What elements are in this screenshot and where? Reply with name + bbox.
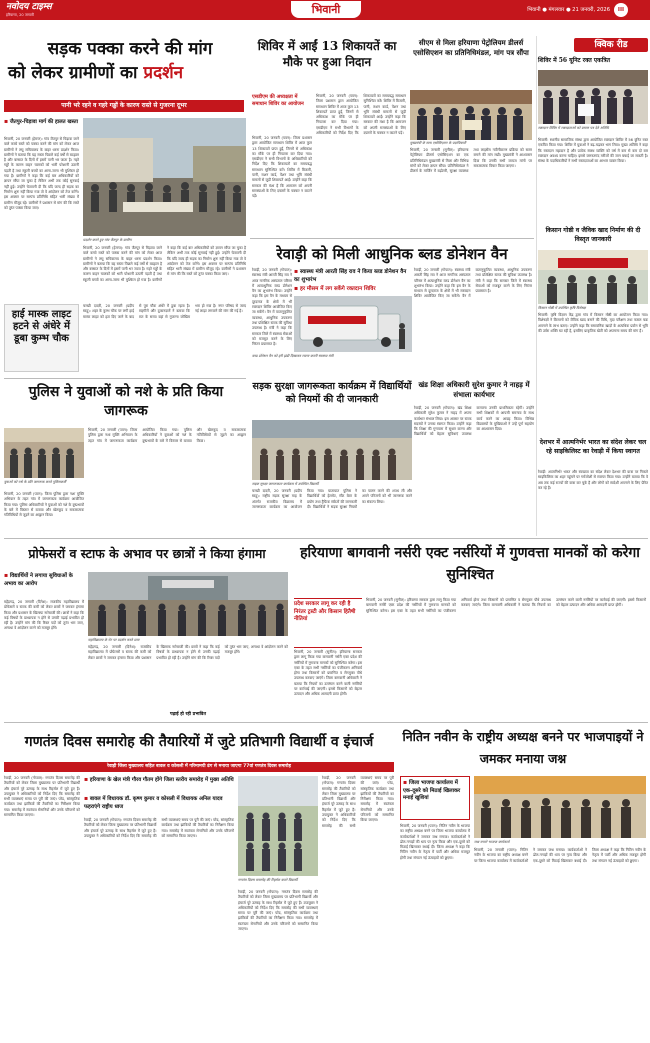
safety-photo <box>252 420 412 480</box>
republic-body-col1: रेवाड़ी, 20 जनवरी (गोपाल): गणतंत्र दिवस समारोह की तैयारियों को लेकर जिला मुख्यालय पर प्रतिभागी विद्यार्थी और इंचार्ज पूरे उत्साह के साथ रिहर्सल में जुटे हुए हैं। उपायुक्त ने अधिकारियों को निर्देश दिए कि समारोह की सभी व्यवस्थाएं समय पर पूरी की जाएं। परेड, सांस्कृतिक कार्यक्रम तथा झांकियों की तैयारियों का निरीक्षण किया गया। समारोह में स्वतंत्रता सेनानियों और उनके परिजनों को सम्मानित किया जाएगा। <box>4 776 80 818</box>
bloodvan-bullet1-text: स्वास्थ्य मंत्री आरती सिंह राव ने किया ब्लड डोनेशन वैन का शुभारंभ <box>294 269 407 283</box>
delegation-photo <box>410 90 532 140</box>
quickread-item1-art <box>538 70 648 124</box>
camp-body-col1: भिवानी, 20 जनवरी (पवन): जिला प्रशासन द्वारा आयोजित समाधान शिविर में आज कुल 13 शिकायतें प्राप्त हुईं, जिनमें से अधिकांश का मौके पर ही निपटारा कर दिया गया। एसडीएम ने सभी विभागों के अधिकारियों को निर्देश दिए कि शिकायतों का समयबद्ध समाधान सुनिश्चित करें। शिविर में बिजली, पानी, राशन कार्ड, पेंशन तथा भूमि संबंधी मामलों से जुड़ी शिकायतें आईं। उन्होंने कहा कि सरकार की मंशा है कि आमजन को अपनी समस्याओं के लिए दफ्तरों के चक्कर न काटने पड़ें। <box>252 136 312 199</box>
bloodvan-body-col1: रेवाड़ी, 20 जनवरी (गोपाल): स्वास्थ्य मंत्री आरती सिंह राव ने आज नागरिक अस्पताल परिसर में अत्याधुनिक ब्लड डोनेशन वैन का शुभारंभ किया। उन्होंने कहा कि इस वैन के माध्यम से दूरदराज के क्षेत्रों में भी रक्तदान शिविर आयोजित किए जा सकेंगे। वैन में वातानुकूलित व्यवस्था, आधुनिक उपकरण तथा प्रशिक्षित स्टाफ की सुविधा उपलब्ध है। मंत्री ने कहा कि सरकार जिले में स्वास्थ्य सेवाओं को मजबूत करने के लिए निरंतर प्रयासरत है। <box>252 268 292 347</box>
road-strap: पानी भरे रहने व गहरे गड्ढों के कारण रास्ते से गुजरना दूभर <box>4 100 244 112</box>
professors-subhead <box>4 572 84 598</box>
quickread-item2-art <box>538 250 648 304</box>
bullet-marker: ▪ <box>4 118 9 125</box>
bloodvan-bullet2-text: हर मौसम में लग सकेंगे रक्तदान शिविर <box>299 286 376 292</box>
professors-footer: पढ़ाई हो रही प्रभावित <box>170 712 206 717</box>
road-body-col1: भिवानी, 20 जनवरी (हेमन्त): गांव जैतपुर से चिड़ावा जाने वाले कच्चे रास्ते को पक्का करने की मांग को लेकर आज ग्रामीणों ने लघु सचिवालय के बाहर धरना प्रदर्शन किया। ग्रामीणों ने बताया कि यह रास्ता पिछले कई वर्षों से बदहाल है और बरसात के दिनों में इसमें पानी भर जाता है। गहरे गड्ढों के कारण वाहन चालकों को भारी परेशानी उठानी पड़ती है तथा स्कूली बच्चों का आना-जाना भी मुश्किल हो गया है। ग्रामीणों ने कहा कि कई बार अधिकारियों को ज्ञापन सौंपा जा चुका है लेकिन अभी तक कोई सुनवाई नहीं हुई। उन्होंने चेतावनी दी कि यदि जल्द ही सड़क का निर्माण शुरू नहीं किया गया तो वे आंदोलन को तेज करेंगे। इस अवसर पर सरपंच प्रतिनिधि सहित भारी संख्या में ग्रामीण मौजूद रहे। ग्रामीणों ने प्रशासन से मांग की कि रास्ते को तुरंत पक्का किया जाए। <box>4 137 79 210</box>
mask-headline: हाई मास्क लाइट हटने से अंधेरे में डूबा कुम्भ चौक <box>11 309 72 344</box>
deo-headline: खंड शिक्षा अधिकारी सुरेश कुमार ने नाहड़ में संभाला कार्यभार <box>418 380 530 399</box>
section-tab: भिवानी <box>290 1 362 19</box>
police-photo-art <box>4 428 84 478</box>
quickread-item2-photo <box>538 250 648 304</box>
nursery-body-col1: भिवानी, 20 जनवरी (सुनील): हरियाणा सरकार द्वारा लागू किया गया बागवानी नर्सरी एक्ट प्रदेश की नर्सरियों में गुणवत्ता मानकों को सुनिश्चित करेगा। इस एक्ट के तहत सभी नर्सरियों का पंजीकरण अनिवार्य होगा तथा किसानों को प्रमाणित व रोगमुक्त पौधे उपलब्ध करवाए जाएंगे। जिला बागवानी अधिकारी ने बताया कि नियमों का उल्लंघन करने वाली नर्सरियों पर कार्रवाई की जाएगी। इससे किसानों को बेहतर उत्पादन और अधिक आमदनी प्राप्त होगी। <box>294 650 362 697</box>
road-photo-caption: प्रदर्शन करते हुए गांव जैतपुर के ग्रामीण <box>83 238 132 242</box>
professors-photo <box>88 572 288 636</box>
bullet-marker: ▪ <box>294 285 299 292</box>
republic-bullet2-text: बावल में विधायक डॉ. कृष्ण कुमार व कोसली में विधायक अनिल यादव फहराएंगे राष्ट्रीय ध्वज <box>84 796 223 810</box>
republic-bullet2 <box>84 795 234 815</box>
bloodvan-photo-caption: ब्लड डोनेशन वैन को हरी झंडी दिखाकर रवाना करती स्वास्थ्य मंत्री <box>252 354 334 358</box>
road-headline-highlight: प्रदर्शन <box>143 63 184 83</box>
republic-bullet1-text: हरियाणा के खेल मंत्री गौरव गौतम होंगे जिला स्तरीय समारोह में मुख्य अतिथि <box>89 777 234 783</box>
nitin-body-col2: भिवानी, 20 जनवरी (पवन): नितिन नवीन के भाजपा का राष्ट्रीय अध्यक्ष बनने पर जिला भाजपा कार्यालय में कार्यकर्ताओं ने जमकर जश्न मनाया। कार्यकर्ताओं ने ढोल-नगाड़ों की थाप पर नृत्य किया और एक-दूसरे को मिठाई खिलाकर बधाई दी। जिला अध्यक्ष ने कहा कि नितिन नवीन के नेतृत्व में पार्टी और अधिक मजबूत होगी तथा संगठन नई ऊंचाइयों को छुएगा। <box>474 848 646 863</box>
divider-center-top <box>250 238 534 239</box>
quickread-item1-body: भिवानी: स्थानीय सामाजिक संस्था द्वारा आयोजित रक्तदान शिविर में 56 यूनिट रक्त एकत्रित किया गया। शिविर में युवाओं ने बढ़-चढ़कर भाग लिया। मुख्य अतिथि ने कहा कि रक्तदान महादान है और प्रत्येक स्वस्थ व्यक्ति को वर्ष में कम से कम दो बार रक्तदान अवश्य करना चाहिए। इससे जरूरतमंद मरीजों की जान बचाई जा सकती है। संस्था के पदाधिकारियों ने सभी रक्तदाताओं का आभार व्यक्त किया। <box>538 138 648 164</box>
road-subhead <box>4 118 79 136</box>
police-body: भिवानी, 20 जनवरी (पवन): जिला पुलिस द्वारा नशा मुक्ति अभियान के तहत गांव में जागरूकता कार्यक्रम आयोजित किया गया। पुलिस अधिकारियों ने युवाओं को नशे के दुष्प्रभावों के बारे में विस्तार से बताया और खेलकूद व सकारात्मक गतिविधियों से जुड़ने का आह्वान किया। <box>88 428 246 443</box>
delegation-photo-caption: मुख्यमंत्री के साथ एसोसिएशन के पदाधिकारी <box>410 141 467 145</box>
quickread-item1-photo <box>538 70 648 124</box>
nitin-photo <box>474 776 646 838</box>
quickread-item2-body: भिवानी: कृषि विज्ञान केंद्र द्वारा गांव में किसान गोष्ठी का आयोजन किया गया। विशेषज्ञों ने किसानों को जैविक खाद बनाने की विधि, मृदा परीक्षण तथा फसल चक्र अपनाने के लाभ बताए। उन्होंने कहा कि रासायनिक खादों के अत्यधिक प्रयोग से भूमि की उर्वरा शक्ति घट रही है, इसलिए प्राकृतिक खेती को अपनाना समय की मांग है। <box>538 313 648 333</box>
police-photo-caption: युवाओं को नशे के प्रति जागरूक करते पुलिसकर्मी <box>4 480 67 484</box>
nursery-body-col2: भिवानी, 20 जनवरी (सुनील): हरियाणा सरकार द्वारा लागू किया गया बागवानी नर्सरी एक्ट प्रदेश की नर्सरियों में गुणवत्ता मानकों को सुनिश्चित करेगा। इस एक्ट के तहत सभी नर्सरियों का पंजीकरण अनिवार्य होगा तथा किसानों को प्रमाणित व रोगमुक्त पौधे उपलब्ध करवाए जाएंगे। जिला बागवानी अधिकारी ने बताया कि नियमों का उल्लंघन करने वाली नर्सरियों पर कार्रवाई की जाएगी। इससे किसानों को बेहतर उत्पादन और अधिक आमदनी प्राप्त होगी। <box>366 598 646 613</box>
road-headline-line2 <box>8 64 244 88</box>
quickread-item3-headline: देशभर में आत्मनिर्भर भारत का संदेश लेकर चल रहे साइकिलिस्ट का रेवाड़ी में किया स्वागत <box>539 439 647 455</box>
safety-photo-art <box>252 420 412 480</box>
road-body-col2: भिवानी, 20 जनवरी (हेमन्त): गांव जैतपुर से चिड़ावा जाने वाले कच्चे रास्ते को पक्का करने की मांग को लेकर आज ग्रामीणों ने लघु सचिवालय के बाहर धरना प्रदर्शन किया। ग्रामीणों ने बताया कि यह रास्ता पिछले कई वर्षों से बदहाल है और बरसात के दिनों में इसमें पानी भर जाता है। गहरे गड्ढों के कारण वाहन चालकों को भारी परेशानी उठानी पड़ती है तथा स्कूली बच्चों का आना-जाना भी मुश्किल हो गया है। ग्रामीणों ने कहा कि कई बार अधिकारियों को ज्ञापन सौंपा जा चुका है लेकिन अभी तक कोई सुनवाई नहीं हुई। उन्होंने चेतावनी दी कि यदि जल्द ही सड़क का निर्माण शुरू नहीं किया गया तो वे आंदोलन को तेज करेंगे। इस अवसर पर सरपंच प्रतिनिधि सहित भारी संख्या में ग्रामीण मौजूद रहे। ग्रामीणों ने प्रशासन से मांग की कि रास्ते को तुरंत पक्का किया जाए। <box>83 246 246 282</box>
professors-body-col1: महेंद्रगढ़, 20 जनवरी (दिनेश): राजकीय महाविद्यालय में प्रोफेसरों व स्टाफ की कमी को लेकर छात्रों ने जमकर हंगामा किया और प्रशासन के खिलाफ नारेबाजी की। छात्रों ने कहा कि कई विषयों के प्राध्यापक न होने से उनकी पढ़ाई प्रभावित हो रही है। उन्होंने मांग की कि रिक्त पदों को तुरंत भरा जाए, अन्यथा वे आंदोलन करने को मजबूर होंगे। <box>4 600 84 631</box>
nitin-bullet <box>400 776 470 820</box>
police-photo <box>4 428 84 478</box>
police-body-left: भिवानी, 20 जनवरी (पवन): जिला पुलिस द्वारा नशा मुक्ति अभियान के तहत गांव में जागरूकता कार्यक्रम आयोजित किया गया। पुलिस अधिकारियों ने युवाओं को नशे के दुष्प्रभावों के बारे में विस्तार से बताया और खेलकूद व सकारात्मक गतिविधियों से जुड़ने का आह्वान किया। <box>4 492 84 518</box>
road-headline-line1: सड़क पक्का करने की मांग <box>47 39 213 59</box>
police-headline: पुलिस ने युवाओं को नशे के प्रति किया जागरूक <box>28 384 224 419</box>
nitin-photo-art <box>474 776 646 838</box>
delegation-photo-art <box>410 90 532 140</box>
camp-headline: शिविर में आईं 13 शिकायतें का मौके पर हुआ निदान <box>257 39 397 69</box>
professors-subhead-text: विद्यार्थियों ने लगाया सुविधाओं के अभाव का आरोप <box>4 573 73 587</box>
mask-headline-box <box>4 304 79 372</box>
professors-photo-art <box>88 572 288 636</box>
quickread-item3-body: रेवाड़ी: आत्मनिर्भर भारत और स्वच्छता का संदेश लेकर देशभर की यात्रा पर निकले साइकिलिस्ट का शहर पहुंचने पर गर्मजोशी से स्वागत किया गया। उन्होंने बताया कि वे अब तक कई राज्यों की यात्रा कर चुके हैं और लोगों को स्वदेशी अपनाने के लिए प्रेरित कर रहे हैं। <box>538 470 648 490</box>
republic-body-col3: रेवाड़ी, 20 जनवरी (गोपाल): गणतंत्र दिवस समारोह की तैयारियों को लेकर जिला मुख्यालय पर प्रतिभागी विद्यार्थी और इंचार्ज पूरे उत्साह के साथ रिहर्सल में जुटे हुए हैं। उपायुक्त ने अधिकारियों को निर्देश दिए कि समारोह की सभी व्यवस्थाएं समय पर पूरी की जाएं। परेड, सांस्कृतिक कार्यक्रम तथा झांकियों की तैयारियों का निरीक्षण किया गया। समारोह में स्वतंत्रता सेनानियों और उनके परिजनों को सम्मानित किया जाएगा। <box>322 776 394 828</box>
bullet-marker: ▪ <box>4 572 9 579</box>
bloodvan-headline: रेवाड़ी को मिली आधुनिक ब्लड डोनेशन वैन <box>276 245 508 263</box>
republic-headline: गणतंत्र दिवस समारोह की तैयारियों में जुटे प्रतिभागी विद्यार्थी व इंचार्ज <box>24 734 374 750</box>
nitin-photo-caption: जश्न मनाते भाजपा कार्यकर्ता <box>474 840 510 844</box>
bloodvan-bullet2 <box>294 285 410 294</box>
divider-mid <box>4 538 648 539</box>
nitin-body-col1: भिवानी, 20 जनवरी (पवन): नितिन नवीन के भाजपा का राष्ट्रीय अध्यक्ष बनने पर जिला भाजपा कार्यालय में कार्यकर्ताओं ने जमकर जश्न मनाया। कार्यकर्ताओं ने ढोल-नगाड़ों की थाप पर नृत्य किया और एक-दूसरे को मिठाई खिलाकर बधाई दी। जिला अध्यक्ष ने कहा कि नितिन नवीन के नेतृत्व में पार्टी और अधिक मजबूत होगी तथा संगठन नई ऊंचाइयों को छुएगा। <box>400 824 470 860</box>
safety-body: चरखी दादरी, 20 जनवरी (प्रदीप साहू): राष्ट्रीय सड़क सुरक्षा माह के अंतर्गत राजकीय विद्यालय में जागरूकता कार्यक्रम का आयोजन किया गया। यातायात पुलिस ने विद्यार्थियों को हेलमेट, सीट बेल्ट के प्रयोग तथा ट्रैफिक संकेतों की जानकारी दी। विद्यार्थियों ने सड़क सुरक्षा नियमों का पालन करने की शपथ ली और अपने परिजनों को भी जागरूक करने का संकल्प लिया। <box>252 489 412 509</box>
quickread-item2-caption: किसान गोष्ठी में उपस्थित कृषि विशेषज्ञ <box>538 306 586 310</box>
bloodvan-photo <box>294 296 412 352</box>
quickread-title: क्विक रीड <box>574 38 648 52</box>
delegation-body: भिवानी, 20 जनवरी (सुनील): हरियाणा पेट्रोलियम डीलर्स एसोसिएशन का एक प्रतिनिधिमंडल मुख्यमंत्री से मिला और विभिन्न मांगों को लेकर ज्ञापन सौंपा। प्रतिनिधिमंडल ने डीलर्स के मार्जिन में बढ़ोतरी, सुरक्षा व्यवस्था तथा लाइसेंस नवीनीकरण प्रक्रिया को सरल बनाने की मांग रखी। मुख्यमंत्री ने आश्वासन दिया कि उनकी सभी जायज मांगों पर सकारात्मक विचार किया जाएगा। <box>410 148 532 174</box>
professors-body-col2: महेंद्रगढ़, 20 जनवरी (दिनेश): राजकीय महाविद्यालय में प्रोफेसरों व स्टाफ की कमी को लेकर छात्रों ने जमकर हंगामा किया और प्रशासन के खिलाफ नारेबाजी की। छात्रों ने कहा कि कई विषयों के प्राध्यापक न होने से उनकी पढ़ाई प्रभावित हो रही है। उन्होंने मांग की कि रिक्त पदों को तुरंत भरा जाए, अन्यथा वे आंदोलन करने को मजबूर होंगे। <box>88 645 288 660</box>
republic-photo <box>238 776 318 876</box>
road-subhead-text: जैतपुर-चिड़ावा मार्ग की हालत खस्ता <box>9 119 78 125</box>
divider-left-mid <box>4 378 246 379</box>
masthead-brand-sub: हरियाणा, 20 जनवरी <box>6 13 34 17</box>
bullet-marker: ▪ <box>294 268 299 275</box>
deo-body: रेवाड़ी, 20 जनवरी (गोपाल): खंड शिक्षा अधिकारी सुरेश कुमार ने नाहड़ में अपना कार्यभार संभाल लिया। इस अवसर पर स्टाफ सदस्यों ने उनका स्वागत किया। उन्होंने कहा कि शिक्षा की गुणवत्ता में सुधार करना और विद्यार्थियों को बेहतर सुविधाएं उपलब्ध करवाना उनकी प्राथमिकता रहेगी। उन्होंने सभी शिक्षकों से आपसी समन्वय के साथ कार्य करने का आग्रह किया। विभिन्न विद्यालयों के मुखियाओं ने उन्हें पूर्ण सहयोग का आश्वासन दिया। <box>414 406 534 437</box>
camp-kicker: एसडीएम की अध्यक्षता में समाधान शिविर का आयोजन <box>252 94 304 107</box>
republic-strap: रेवाड़ी जिला मुख्यालय सहित बावल व कोसली में गरिमामयी ढंग से मनाया जाएगा 77वां गणतंत्र दिवस समारोह <box>4 762 394 772</box>
bullet-marker: ▪ <box>84 776 89 783</box>
road-headline-part: को लेकर ग्रामीणों का <box>8 63 144 83</box>
safety-photo-caption: सड़क सुरक्षा जागरूकता कार्यक्रम में उपस्थित विद्यार्थी <box>252 482 319 486</box>
republic-photo-art <box>238 776 318 876</box>
bullet-marker: ▪ <box>403 779 408 786</box>
republic-body-col4: रेवाड़ी, 20 जनवरी (गोपाल): गणतंत्र दिवस समारोह की तैयारियों को लेकर जिला मुख्यालय पर प्रतिभागी विद्यार्थी और इंचार्ज पूरे उत्साह के साथ रिहर्सल में जुटे हुए हैं। उपायुक्त ने अधिकारियों को निर्देश दिए कि समारोह की सभी व्यवस्थाएं समय पर पूरी की जाएं। परेड, सांस्कृतिक कार्यक्रम तथा झांकियों की तैयारियों का निरीक्षण किया गया। समारोह में स्वतंत्रता सेनानियों और उनके परिजनों को सम्मानित किया जाएगा। <box>238 890 318 932</box>
road-photo-art <box>83 118 246 236</box>
safety-headline: सड़क सुरक्षा जागरूकता कार्यक्रम में विद्यार्थियों को नियमों की दी जानकारी <box>252 381 412 405</box>
camp-body-col2: भिवानी, 20 जनवरी (पवन): जिला प्रशासन द्वारा आयोजित समाधान शिविर में आज कुल 13 शिकायतें प्राप्त हुईं, जिनमें से अधिकांश का मौके पर ही निपटारा कर दिया गया। एसडीएम ने सभी विभागों के अधिकारियों को निर्देश दिए कि शिकायतों का समयबद्ध समाधान सुनिश्चित करें। शिविर में बिजली, पानी, राशन कार्ड, पेंशन तथा भूमि संबंधी मामलों से जुड़ी शिकायतें आईं। उन्होंने कहा कि सरकार की मंशा है कि आमजन को अपनी समस्याओं के लिए दफ्तरों के चक्कर न काटने पड़ें। <box>316 94 406 136</box>
nitin-bullet-text: जिला भाजपा कार्यालय में एक-दूसरे को मिठाई खिलाकर मनाई खुशियां <box>403 780 461 801</box>
nitin-headline: नितिन नवीन के राष्ट्रीय अध्यक्ष बनने पर भाजपाइयों ने जमकर मनाया जश्न <box>402 729 644 766</box>
bloodvan-body-col2: रेवाड़ी, 20 जनवरी (गोपाल): स्वास्थ्य मंत्री आरती सिंह राव ने आज नागरिक अस्पताल परिसर में अत्याधुनिक ब्लड डोनेशन वैन का शुभारंभ किया। उन्होंने कहा कि इस वैन के माध्यम से दूरदराज के क्षेत्रों में भी रक्तदान शिविर आयोजित किए जा सकेंगे। वैन में वातानुकूलित व्यवस्था, आधुनिक उपकरण तथा प्रशिक्षित स्टाफ की सुविधा उपलब्ध है। मंत्री ने कहा कि सरकार जिले में स्वास्थ्य सेवाओं को मजबूत करने के लिए निरंतर प्रयासरत है। <box>414 268 532 299</box>
quickread-item1-headline: शिविर में 56 यूनिट रक्त एकत्रित <box>538 57 611 64</box>
page-number: III <box>614 3 628 17</box>
mask-body: चरखी दादरी, 20 जनवरी (प्रदीप साहू): शहर के कुम्भ चौक पर लगी हाई मास्क लाइट को हटा दिए जाने के बाद से पूरा चौक अंधेरे में डूबा रहता है। राहगीरों और दुकानदारों ने बताया कि रात के समय यहां से गुजरना जोखिम भरा हो गया है। नगर परिषद से जल्द नई लाइट लगवाने की मांग की गई है। <box>83 304 246 319</box>
quickread-item1-caption: रक्तदान शिविर में रक्तदाताओं को प्रमाण पत्र देते अतिथि <box>538 126 609 130</box>
divider-lower <box>4 722 648 723</box>
nursery-headline: हरियाणा बागवानी नर्सरी एक्ट नर्सरियों में गुणवत्ता मानकों को करेगा सुनिश्चित <box>300 545 640 583</box>
republic-bullet1 <box>84 776 234 794</box>
quickread-item2-headline: किसान गोष्ठी व जैविक खाद निर्माण की दी विस्तृत जानकारी <box>545 227 641 243</box>
republic-body-col2: रेवाड़ी, 20 जनवरी (गोपाल): गणतंत्र दिवस समारोह की तैयारियों को लेकर जिला मुख्यालय पर प्रतिभागी विद्यार्थी और इंचार्ज पूरे उत्साह के साथ रिहर्सल में जुटे हुए हैं। उपायुक्त ने अधिकारियों को निर्देश दिए कि समारोह की सभी व्यवस्थाएं समय पर पूरी की जाएं। परेड, सांस्कृतिक कार्यक्रम तथा झांकियों की तैयारियों का निरीक्षण किया गया। समारोह में स्वतंत्रता सेनानियों और उनके परिजनों को सम्मानित किया जाएगा। <box>84 818 234 838</box>
republic-photo-caption: गणतंत्र दिवस समारोह की रिहर्सल करते विद्यार्थी <box>238 878 298 882</box>
nursery-kicker: प्रदेश सरकार लागू कर रही है निरंतर ट्रस्टी और किसान हितैषी नीतियां <box>294 598 362 648</box>
professors-headline: प्रोफेसरों व स्टाफ के अभाव पर छात्रों ने किया हंगामा <box>28 546 266 561</box>
masthead-date: भिवानी ● मंगलवार ● 21 जनवरी, 2026 <box>527 7 610 13</box>
delegation-headline: सीएम से मिला हरियाणा पेट्रोलियम डीलर्स एसोसिएशन का प्रतिनिधिमंडल, मांग पत्र सौंपा <box>413 38 529 57</box>
bloodvan-bullet1 <box>294 268 410 284</box>
masthead-brand: नवोदय टाइम्स <box>6 2 52 12</box>
bloodvan-photo-art <box>294 296 412 352</box>
professors-photo-caption: महाविद्यालय के गेट पर प्रदर्शन करते छात्र <box>88 638 140 642</box>
road-photo <box>83 118 246 236</box>
bullet-marker: ▪ <box>84 795 89 802</box>
